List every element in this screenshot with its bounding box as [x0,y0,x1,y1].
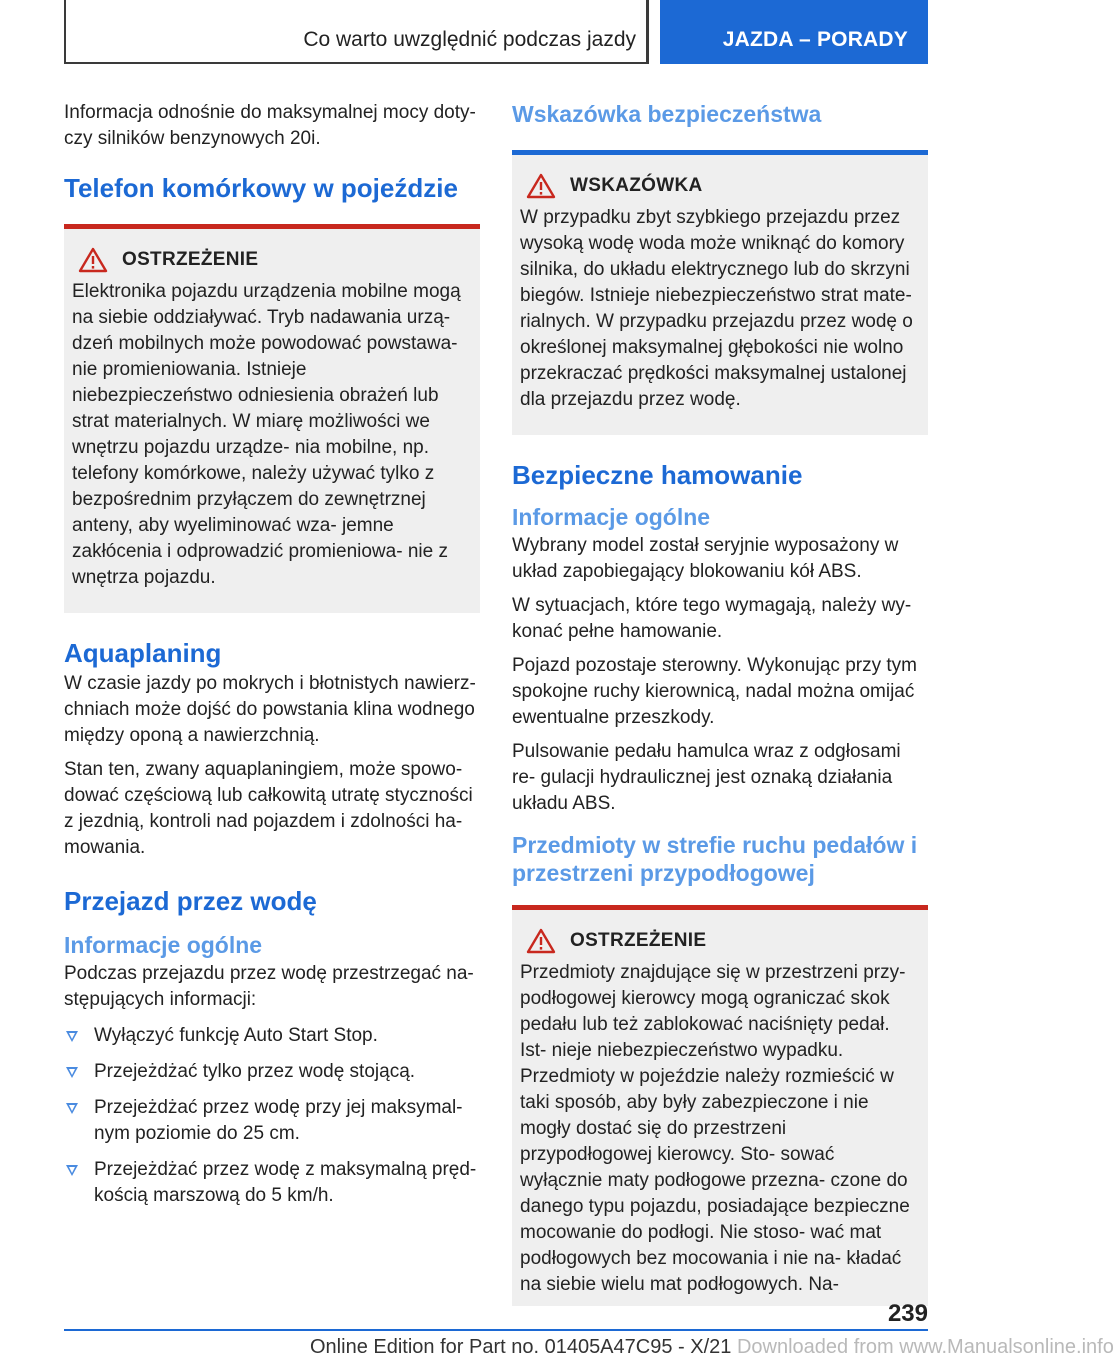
braking-paragraph-3: Pojazd pozostaje sterowny. Wykonując przy tym spokojne ruchy kierownicą, nadal można omijać ewentualne przeszkody. [512,655,917,728]
aquaplaning-paragraph-1: W czasie jazdy po mokrych i błotnistych nawierz- chniach może dojść do powstania klina wodnego między oponą a nawierzchnią. [64,673,476,746]
phone-heading: Telefon komórkowy w pojeździe [64,173,458,203]
header-chapter-box [660,0,928,64]
warning-header [78,247,472,273]
bullet-triangle-icon [66,1031,78,1042]
list-item: Przejeżdżać tylko przez wodę stojącą. [64,1059,480,1085]
warning-triangle-icon [526,928,556,954]
warning-triangle-icon [78,247,108,273]
safety-heading: Wskazówka bezpieczeństwa [512,101,822,127]
note-header [526,173,920,199]
safety-note-box [512,150,928,435]
note-text: W przypadku zbyt szybkiego przejazdu przez wysoką wodę woda może wniknąć do komory silnika, do układu elektrycznego lub do skrzyni biegów. Istnieje niebezpieczeństwo strat mate- rialnych. W przypadku przejazdu przez wodę o określonej maksymalnej głębokości nie wolno przekraczać prędkości maksymalnej ustalonej dla przejazdu przez wodę. [520,207,913,410]
left-column [64,100,480,1219]
list-item: Przejeżdżać przez wodę z maksymalną pręd- kością marszową do 5 km/h. [64,1157,480,1209]
warning-header [526,928,920,954]
note-label: WSKAZÓWKA [570,175,703,196]
aquaplaning-heading: Aquaplaning [64,638,222,668]
aquaplaning-paragraph-2: Stan ten, zwany aquaplaningiem, może spowo- dować częściową lub całkowitą utratę styczności z jezdnią, kontroli nad pojazdem i zdolności ha- mowania. [64,759,473,858]
header-section-box [64,0,648,64]
water-bullet-list [64,1023,480,1209]
braking-paragraph-4: Pulsowanie pedału hamulca wraz z odgłosami re- gulacji hydraulicznej jest oznaką działania układu ABS. [512,741,901,814]
edition-text: Online Edition for Part no. 01405A47C95 - X/21 [310,1336,732,1358]
pedals-heading: Przedmioty w strefie ruchu pedałów i przestrzeni przypodłogowej [512,832,918,886]
intro-paragraph: Informacja odnośnie do maksymalnej mocy doty- czy silników benzynowych 20i. [64,102,476,149]
warning-triangle-icon [526,173,556,199]
water-intro: Podczas przejazdu przez wodę przestrzegać na- stępujących informacji: [64,963,474,1010]
braking-subheading: Informacje ogólne [512,504,711,530]
water-heading: Przejazd przez wodę [64,886,317,916]
section-title: Co warto uwzględnić podczas jazdy [303,28,636,51]
header-divider [646,0,649,64]
footer-rule-end [864,1329,928,1331]
page-header [64,0,928,64]
footer-edition [310,1336,1114,1359]
list-item: Wyłączyć funkcję Auto Start Stop. [64,1023,480,1049]
braking-paragraph-2: W sytuacjach, które tego wymagają, należy wy- konać pełne hamowanie. [512,595,912,642]
warning-label: OSTRZEŻENIE [122,249,259,270]
footer-rule [64,1329,864,1331]
warning-label: OSTRZEŻENIE [570,930,707,951]
braking-heading: Bezpieczne hamowanie [512,460,803,490]
water-subheading: Informacje ogólne [64,932,263,958]
watermark-text: Downloaded from www.Manualsonline.info [736,1336,1114,1358]
bullet-triangle-icon [66,1067,78,1078]
right-column [512,100,928,1306]
phone-warning-box [64,224,480,613]
page-number: 239 [887,1300,928,1327]
warning-text: Elektronika pojazdu urządzenia mobilne mogą na siebie oddziaływać. Tryb nadawania urzą- dzeń mobilnych może powodować powstawa- nie promieniowania. Istnieje niebezpieczeństwo odniesienia obrażeń lub strat materialnych. W miarę możliwości we wnętrzu pojazdu urządze- nia mobilne, np. telefony komórkowe, należy używać tylko z bezpośrednim przyłączem do zewnętrznej anteny, aby wyeliminować wza- jemne zakłócenia i odprowadzić promieniowa- nie z wnętrza pojazdu. [72,281,461,588]
bullet-triangle-icon [66,1103,78,1114]
bullet-triangle-icon [66,1165,78,1176]
pedals-warning-box [512,905,928,1306]
chapter-title: JAZDA – PORADY [722,28,908,51]
list-item: Przejeżdżać przez wodę przy jej maksymal- nym poziomie do 25 cm. [64,1095,480,1147]
braking-paragraph-1: Wybrany model został seryjnie wyposażony w układ zapobiegający blokowaniu kół ABS. [512,535,899,582]
warning-text: Przedmioty znajdujące się w przestrzeni przy- podłogowej kierowcy mogą ograniczać skok pedału lub też zablokować naciśnięty pedał. Ist- nieje niebezpieczeństwo wypadku. Przedmioty w pojeździe należy rozmieścić w taki sposób, aby były zabezpieczone i nie mogły dostać się do przestrzeni przypodłogowej kierowcy. Sto- sować wyłącznie maty podłogowe przezna- czone do danego typu pojazdu, posiadające bezpieczne mocowanie do podłogi. Nie stoso- wać mat podłogowych bez mocowania i nie na- kładać na siebie wielu mat podłogowych. Na- [520,962,910,1295]
